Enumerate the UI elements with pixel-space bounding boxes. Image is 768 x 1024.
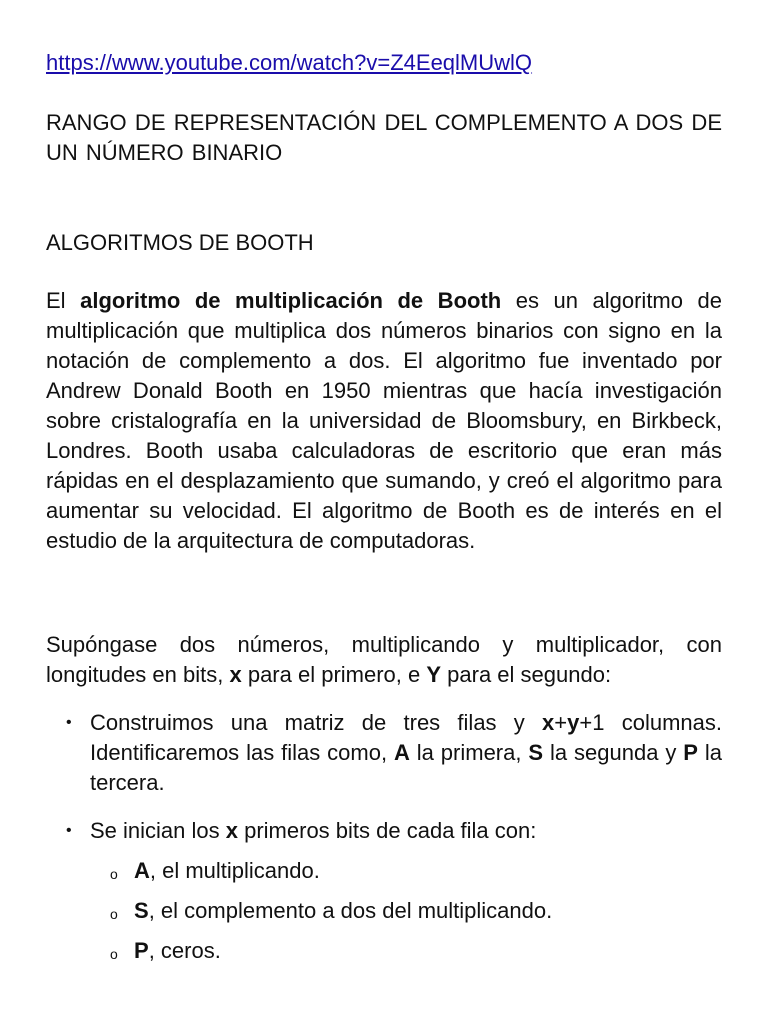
item-text: Se inician los xyxy=(90,818,226,843)
paragraph-text: para el primero, e xyxy=(241,662,427,687)
steps-list-2 xyxy=(46,816,722,846)
list-item xyxy=(46,816,722,846)
var-x: x xyxy=(225,818,238,843)
item-text: la tercera. xyxy=(90,740,722,795)
row-a: A xyxy=(393,740,410,765)
sub-item-text: , ceros. xyxy=(148,938,221,963)
paragraph-text: es un algoritmo de multiplicación que multiplica dos números binarios con signo en la notación de complemento a dos. El algoritmo fue inventado por Andrew Donald Booth en 1950 mientras que hacía investigación sobre cristalografía en la universidad de Bloomsbury, en Birkbeck, Londres. Booth usaba calculadoras de escritorio que eran más rápidas en el desplazamiento que sumando, y creó el algoritmo para aumentar su velocidad. El algoritmo de Booth es de interés en el estudio de la arquitectura de computadoras. xyxy=(46,288,722,553)
sub-list-item xyxy=(90,936,690,966)
booth-paragraph xyxy=(46,286,722,556)
item-text: la segunda y xyxy=(543,740,684,765)
list-item xyxy=(46,708,722,798)
sub-item-text: , el multiplicando. xyxy=(149,858,320,883)
item-text: la primera, xyxy=(409,740,529,765)
bullet-icon: • xyxy=(66,714,72,731)
item-text: primeros bits de cada fila con: xyxy=(238,818,537,843)
sub-list-item xyxy=(90,896,690,926)
item-text: +1 columnas. Identificaremos las filas como, xyxy=(90,710,722,765)
row-p: P xyxy=(683,740,698,765)
section-heading-rango: RANGO DE REPRESENTACIÓN DEL COMPLEMENTO A DOS DE UN NÚMERO BINARIO xyxy=(46,110,722,165)
paragraph-text: para el segundo: xyxy=(441,662,612,687)
var-x: x xyxy=(229,662,242,687)
assumption-paragraph xyxy=(46,630,722,690)
item-text: Construimos una matriz de tres filas y xyxy=(90,710,543,735)
circle-bullet-icon: o xyxy=(110,946,118,962)
sub-item-key: S xyxy=(134,898,149,923)
section-heading-booth: ALGORITMOS DE BOOTH xyxy=(46,230,314,255)
var-y: Y xyxy=(426,662,442,687)
sub-item-text: , el complemento a dos del multiplicando. xyxy=(148,898,553,923)
sub-list-item xyxy=(90,856,690,886)
circle-bullet-icon: o xyxy=(110,866,118,882)
row-s: S xyxy=(528,740,544,765)
circle-bullet-icon: o xyxy=(110,906,118,922)
sub-list xyxy=(90,856,690,966)
var-y: y xyxy=(567,710,580,735)
youtube-link[interactable]: https://www.youtube.com/watch?v=Z4EeqlMUwlQ xyxy=(46,50,533,75)
var-x: x xyxy=(542,710,555,735)
paragraph-text: Supóngase dos números, multiplicando y multiplicador, con longitudes en bits, xyxy=(46,632,722,687)
sub-item-key: A xyxy=(134,858,150,883)
item-text: + xyxy=(554,710,568,735)
bullet-icon: • xyxy=(66,822,72,839)
bold-term: algoritmo de multiplicación de Booth xyxy=(80,288,502,313)
steps-list xyxy=(46,708,722,798)
sub-item-key: P xyxy=(134,938,149,963)
paragraph-text: El xyxy=(46,288,81,313)
